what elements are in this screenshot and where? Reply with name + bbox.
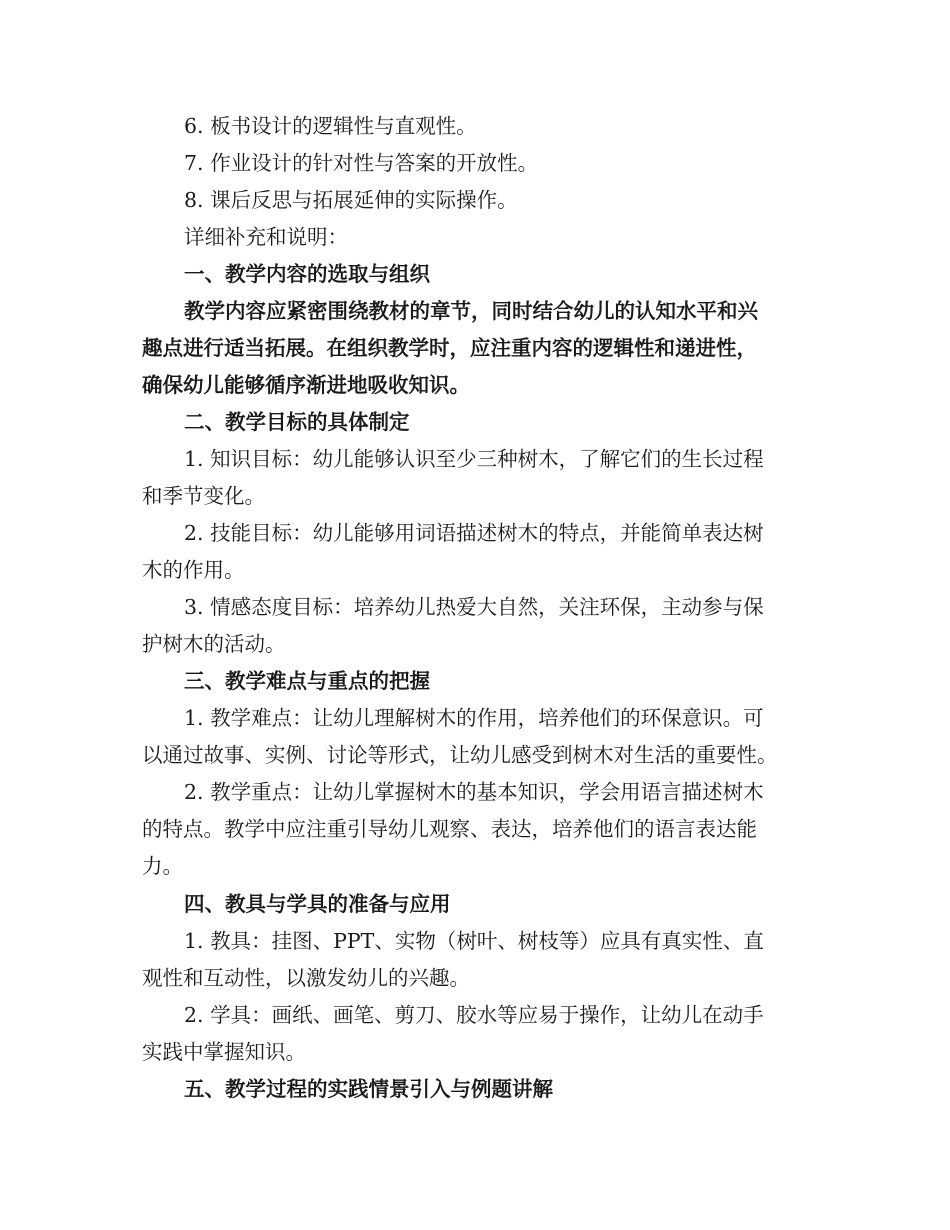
paragraph-line: 以通过故事、实例、讨论等形式，让幼儿感受到树木对生活的重要性。: [142, 743, 778, 767]
paragraph-line: 1. 教具：挂图、PPT、实物（树叶、树枝等）应具有真实性、直: [184, 929, 764, 953]
list-item: 6. 板书设计的逻辑性与直观性。: [184, 114, 477, 138]
section-heading: 三、教学难点与重点的把握: [184, 669, 430, 693]
section-heading: 二、教学目标的具体制定: [184, 410, 410, 434]
paragraph-line: 1. 知识目标：幼儿能够认识至少三种树木，了解它们的生长过程: [184, 447, 764, 471]
paragraph-line: 1. 教学难点：让幼儿理解树木的作用，培养他们的环保意识。可: [184, 706, 764, 730]
paragraph-line: 趣点进行适当拓展。在组织教学时，应注重内容的逻辑性和递进性，: [142, 336, 757, 360]
paragraph-line: 2. 技能目标：幼儿能够用词语描述树木的特点，并能简单表达树: [184, 521, 764, 545]
paragraph-line: 木的作用。: [142, 558, 245, 582]
paragraph-line: 实践中掌握知识。: [142, 1040, 306, 1064]
list-item: 8. 课后反思与拓展延伸的实际操作。: [184, 188, 518, 212]
paragraph-line: 观性和互动性，以激发幼儿的兴趣。: [142, 966, 470, 990]
section-heading: 四、教具与学具的准备与应用: [184, 892, 451, 916]
section-heading: 一、教学内容的选取与组织: [184, 262, 430, 286]
paragraph-line: 力。: [142, 854, 183, 878]
section-heading: 五、教学过程的实践情景引入与例题讲解: [184, 1077, 553, 1101]
paragraph-line: 和季节变化。: [142, 484, 265, 508]
paragraph-line: 确保幼儿能够循序渐进地吸收知识。: [142, 373, 470, 397]
paragraph-line: 2. 学具：画纸、画笔、剪刀、胶水等应易于操作，让幼儿在动手: [184, 1003, 764, 1027]
paragraph-line: 2. 教学重点：让幼儿掌握树木的基本知识，学会用语言描述树木: [184, 780, 764, 804]
paragraph-line: 护树木的活动。: [142, 632, 286, 656]
paragraph-line: 的特点。教学中应注重引导幼儿观察、表达，培养他们的语言表达能: [142, 817, 757, 841]
paragraph-line: 教学内容应紧密围绕教材的章节，同时结合幼儿的认知水平和兴: [184, 299, 758, 323]
supplement-label: 详细补充和说明：: [184, 225, 348, 249]
paragraph-line: 3. 情感态度目标：培养幼儿热爱大自然，关注环保，主动参与保: [184, 595, 764, 619]
list-item: 7. 作业设计的针对性与答案的开放性。: [184, 151, 539, 175]
